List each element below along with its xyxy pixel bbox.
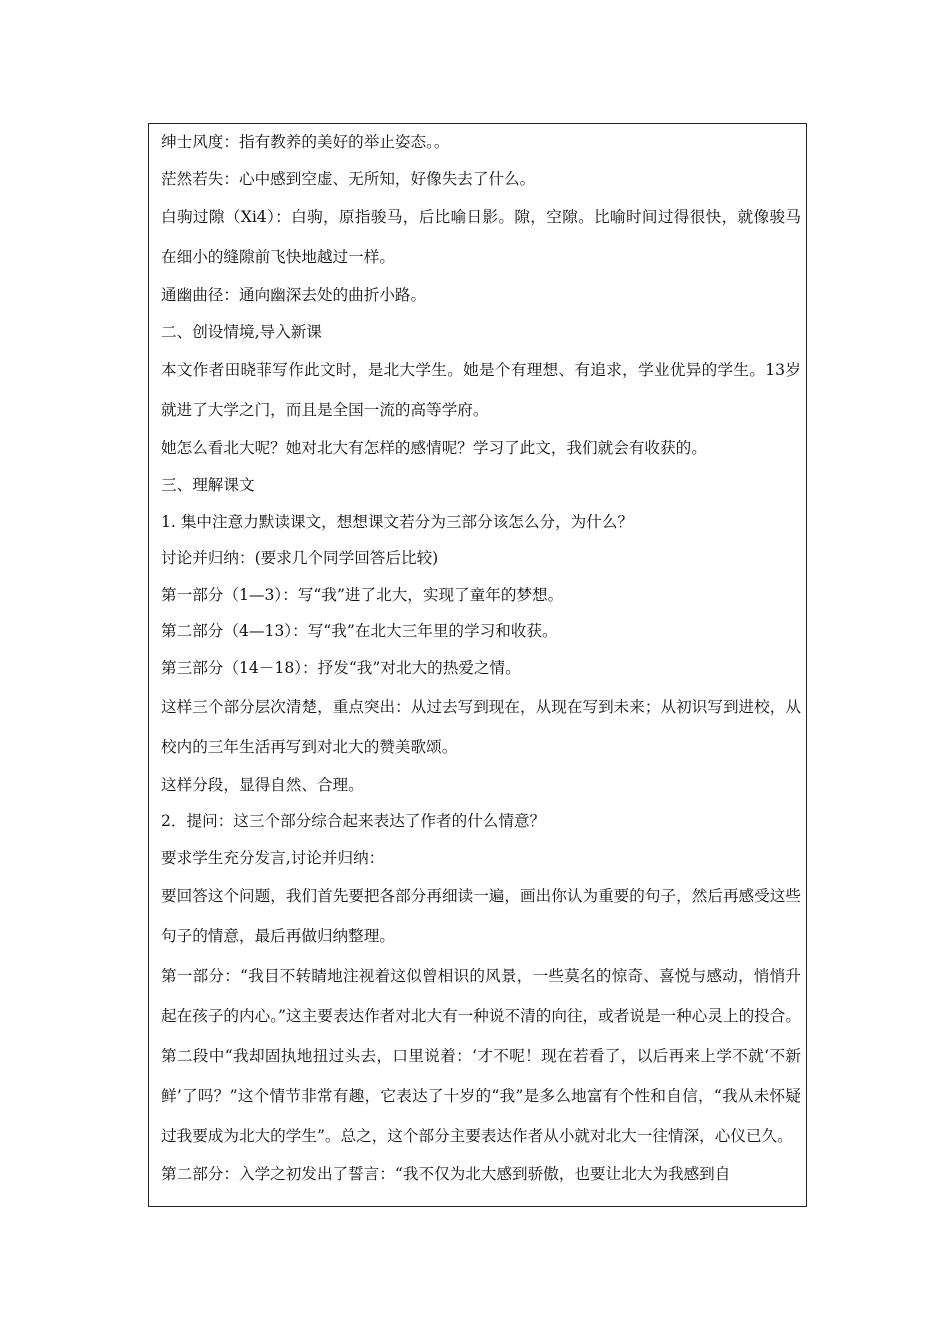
paragraph-part-three: 第三部分（14－18）：抒发“我”对北大的热爱之情。 (161, 658, 521, 677)
paragraph-discussion: 讨论并归纳：(要求几个同学回答后比较) (161, 549, 439, 568)
paragraph-analysis-part-one: 第一部分：“我目不转睛地注视着这似曾相识的风景，一些莫名的惊奇、喜悦与感动，悄悄升起在孩子的内心。”这主要表达作者对北大有一种说不清的向往，或者说是一种心灵上的投合。第二段中“我却固执地扭过头去，口里说着：‘才不呢！现在若看了，以后再来上学不就‘不新鲜’了吗？”这个情节非常有趣，它表达了十岁的“我”是多么地富有个性和自信，“我从未怀疑过我要成为北大的学生”。总之，这个部分主要表达作者从小就对北大一往情深，心仪已久。 (161, 967, 801, 1146)
paragraph-term-time-flies: 白驹过隙（Xi4）：白驹，原指骏马，后比喻日影。隙，空隙。比喻时间过得很快，就像骏马在细小的缝隙前飞快地越过一样。 (161, 208, 801, 267)
paragraph-requirement: 要求学生充分发言,讨论并归纳： (161, 848, 385, 867)
paragraph-lead-question: 她怎么看北大呢？她对北大有怎样的感情呢？学习了此文，我们就会有收获的。 (161, 439, 707, 458)
paragraph-part-one: 第一部分（1—3）：写“我”进了北大，实现了童年的梦想。 (161, 585, 564, 604)
paragraph-method: 要回答这个问题，我们首先要把各部分再细读一遍，画出你认为重要的句子，然后再感受这些句子的情意，最后再做归纳整理。 (161, 887, 801, 946)
paragraph-part-two: 第二部分（4—13）：写“我”在北大三年里的学习和收获。 (161, 622, 558, 641)
section-heading-understanding: 三、理解课文 (161, 475, 255, 494)
paragraph-task-2: 2．提问：这三个部分综合起来表达了作者的什么情意？ (161, 812, 546, 831)
lesson-table-cell (148, 123, 807, 1207)
paragraph-term-winding-path: 通幽曲径：通向幽深去处的曲折小路。 (161, 286, 427, 305)
section-heading-introduction: 二、创设情境,导入新课 (161, 322, 322, 341)
paragraph-structure-summary: 这样三个部分层次清楚，重点突出：从过去写到现在，从现在写到未来；从初识写到进校，从校内的三年生活再写到对北大的赞美歌颂。 (161, 697, 801, 756)
paragraph-analysis-part-two: 第二部分：入学之初发出了誓言：“我不仅为北大感到骄傲，也要让北大为我感到自 (161, 1165, 731, 1184)
paragraph-term-at-a-loss: 茫然若失：心中感到空虚、无所知，好像失去了什么。 (161, 169, 536, 188)
paragraph-term-gentleman: 绅士风度：指有教养的美好的举止姿态。。 (161, 133, 450, 151)
paragraph-structure-conclusion: 这样分段，显得自然、合理。 (161, 775, 364, 794)
paragraph-task-1: 1. 集中注意力默读课文，想想课文若分为三部分该怎么分，为什么？ (161, 512, 634, 531)
paragraph-author-intro: 本文作者田晓菲写作此文时，是北大学生。她是个有理想、有追求，学业优异的学生。13岁就进了大学之门，而且是全国一流的高等学府。 (161, 361, 801, 420)
lesson-content (161, 124, 801, 1193)
